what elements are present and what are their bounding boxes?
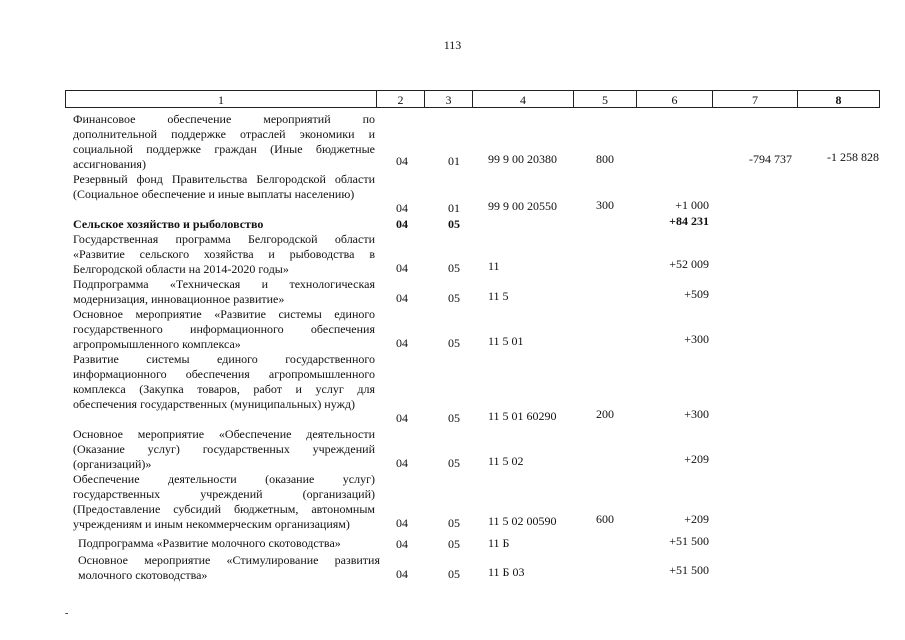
row-description: Государственная программа Белгородской области «Развитие сельского хозяйства и рыбоводства в Белгородской области на 2014-2020 годы» [73,232,375,276]
row-description: Основное мероприятие «Обеспечение деятельности (Оказание услуг) государственных учреждений (организаций)» [73,427,375,471]
cell-col-2: 04 [396,201,408,215]
cell-col-2: 04 [396,411,408,425]
row-description: Развитие системы единого государственного информационного обеспечения агропромышленного комплекса (Закупка товаров, работ и услуг для обеспечения государственных (муниципальных) нужд) [73,352,375,411]
cell-col-3: 05 [448,516,460,530]
cell-col-4: 99 9 00 20550 [488,199,557,213]
cell-col-2: 04 [396,154,408,168]
cell-col-3: 05 [448,217,460,231]
cell-col-2: 04 [396,456,408,470]
cell-col-6: +509 [684,287,709,301]
cell-col-3: 05 [448,336,460,350]
cell-col-8: -1 258 828 [827,150,879,164]
cell-col-6: +52 009 [669,257,709,271]
header-col-8: 8 [835,93,842,107]
cell-col-6: +209 [684,512,709,526]
row-description: Подпрограмма «Техническая и технологическая модернизация, инновационное развитие» [73,277,375,306]
cell-col-3: 01 [448,154,460,168]
row-description: Финансовое обеспечение мероприятий по дополнительной поддержке отраслей экономики и социальной поддержке граждан (Иные бюджетные ассигнования) [73,112,375,171]
cell-col-4: 11 Б [488,536,510,550]
cell-col-2: 04 [396,291,408,305]
cell-col-4: 99 9 00 20380 [488,152,557,166]
header-col-1: 1 [66,91,377,107]
cell-col-4: 11 Б 03 [488,565,525,579]
cell-col-6: +300 [684,332,709,346]
cell-col-6: +84 231 [669,214,709,228]
table-header [65,90,880,108]
footer-mark: - [65,608,69,619]
header-col-3: 3 [425,91,473,107]
cell-col-3: 05 [448,261,460,275]
cell-col-2: 04 [396,567,408,581]
header-col-7: 7 [713,91,798,107]
cell-col-5: 300 [596,198,614,212]
cell-col-7: -794 737 [749,152,792,166]
cell-col-3: 01 [448,201,460,215]
cell-col-6: +300 [684,407,709,421]
cell-col-6: +209 [684,452,709,466]
cell-col-3: 05 [448,537,460,551]
cell-col-2: 04 [396,336,408,350]
cell-col-3: 05 [448,567,460,581]
cell-col-6: +51 500 [669,563,709,577]
cell-col-6: +51 500 [669,534,709,548]
row-description: Резервный фонд Правительства Белгородской области (Социальное обеспечение и иные выплаты населению) [73,172,375,201]
row-description: Обеспечение деятельности (оказание услуг) государственных учреждений (организаций) (Предоставление субсидий бюджетным, автономным учреждениям и иным некоммерческим организациям) [73,472,375,531]
page-number: 113 [443,38,462,52]
cell-col-2: 04 [396,217,408,231]
cell-col-4: 11 5 01 60290 [488,409,557,423]
row-description: Основное мероприятие «Развитие системы единого государственного информационного обеспечения агропромышленного комплекса» [73,307,375,351]
cell-col-3: 05 [448,456,460,470]
header-col-2: 2 [377,91,425,107]
row-description: Основное мероприятие «Стимулирование развития молочного скотоводства» [78,553,380,582]
section-heading: Сельское хозяйство и рыболовство [73,217,264,231]
cell-col-4: 11 5 01 [488,334,524,348]
cell-col-4: 11 [488,259,500,273]
cell-col-3: 05 [448,291,460,305]
cell-col-4: 11 5 [488,289,509,303]
header-col-5: 5 [574,91,637,107]
cell-col-2: 04 [396,537,408,551]
cell-col-4: 11 5 02 00590 [488,514,557,528]
row-description: Подпрограмма «Развитие молочного скотоводства» [78,536,341,550]
header-col-6: 6 [637,91,713,107]
cell-col-3: 05 [448,411,460,425]
cell-col-4: 11 5 02 [488,454,524,468]
cell-col-2: 04 [396,516,408,530]
cell-col-2: 04 [396,261,408,275]
header-col-4: 4 [473,91,574,107]
cell-col-5: 200 [596,407,614,421]
cell-col-6: +1 000 [675,198,709,212]
cell-col-5: 800 [596,152,614,166]
cell-col-5: 600 [596,512,614,526]
